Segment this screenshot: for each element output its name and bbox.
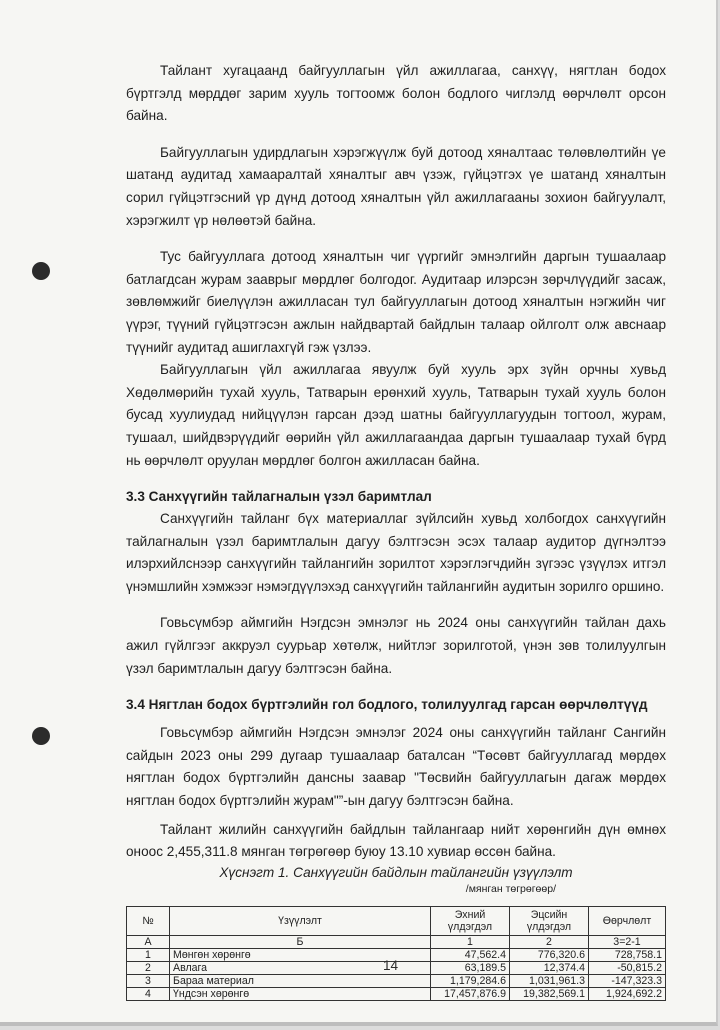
column-header: Эхний үлдэгдэл <box>431 906 510 935</box>
table-cell: -50,815.2 <box>589 961 666 974</box>
table-cell: 17,457,876.9 <box>431 987 510 1000</box>
table-cell: 1 <box>127 948 170 961</box>
table-cell: 12,374.4 <box>510 961 589 974</box>
table-cell: 1,924,692.2 <box>589 987 666 1000</box>
table-cell: 2 <box>510 935 589 948</box>
binder-hole <box>32 727 50 745</box>
paragraph: Тайлант жилийн санхүүгийн байдлын тайлангаар нийт хөрөнгийн дүн өмнөх оноос 2,455,311.8 мянган төгрөгөөр буюу 13.10 хувиар өссөн байна. <box>126 821 666 860</box>
column-header: Өөрчлөлт <box>589 906 666 935</box>
page-number: 14 <box>383 958 399 973</box>
table-cell: Үндсэн хөрөнгө <box>170 987 431 1000</box>
paragraph: Тус байгууллага дотоод хяналтын чиг үүргийг эмнэлгийн даргын тушаалаар батлагдсан журам зааврыг мөрдлөг болгодог. Аудитаар илэрсэн зөрчлүүдийг засаж, зөвлөмжийг биелүүлэн ажилласан тул байгууллагын дотоод хяналтын нэгжийн чиг үүрэг, түүний гүйцэтгэсэн ажлын найдвартай байдлын талаар ойлголт олж авснаар түүнийг аудитад ашиглахгүй гэж үзлээ. <box>126 249 666 355</box>
table-cell: 4 <box>127 987 170 1000</box>
paragraph: Тайлант хугацаанд байгууллагын үйл ажиллагаа, санхүү, нягтлан бодох бүртгэлд мөрддөг зарим хууль тогтоомж болон бодлого чиглэлд өөрчлөлт орсон байна. <box>126 63 666 124</box>
table-cell: 1,031,961.3 <box>510 974 589 987</box>
paragraph: Санхүүгийн тайланг бүх материаллаг зүйлсийн хувьд холбогдох санхүүгийн тайлагналын үзэл баримтлалын дагуу бэлтгэсэн эсэх талаар аудитор дүгнэлтээ илэрхийлснээр санхүүгийн тайлангийн зорилтот хэрэглэгчдийн зүгээс үзүүлэх итгэл үнэмшлийн хэмжээг нэмэгдүүлэхэд санхүүгийн тайлангийн аудитын зорилго оршино. <box>126 511 666 594</box>
paragraph: Говьсүмбэр аймгийн Нэгдсэн эмнэлэг 2024 оны санхүүгийн тайланг Сангийн сайдын 2023 оны 299 дугаар тушаалаар баталсан “Төсөвт байгууллагад мөрдөх нягтлан бодох бүртгэлийн дансны заавар "Төсвийн байгууллагын дагаж мөрдөх нягтлан бодох бүртгэлийн журам"”-ын дагуу бэлтгэсэн байна. <box>126 725 666 809</box>
column-header: № <box>127 906 170 935</box>
table-row <box>127 987 666 1000</box>
table-cell: 47,562.4 <box>431 948 510 961</box>
table-cell: А <box>127 935 170 948</box>
table-cell: 3=2-1 <box>589 935 666 948</box>
table-cell: 19,382,569.1 <box>510 987 589 1000</box>
table-cell: 1,179,284.6 <box>431 974 510 987</box>
page-content <box>126 60 666 1001</box>
table-row <box>127 974 666 987</box>
table-cell: 3 <box>127 974 170 987</box>
section-heading: 3.3 Санхүүгийн тайлагналын үзэл баримтлал <box>126 489 432 505</box>
paragraph: Байгууллагын үйл ажиллагаа явуулж буй хууль эрх зүйн орчны хувьд Хөдөлмөрийн тухай хууль, Татварын ерөнхий хууль, Татварын тухай хууль болон бусад хуулиудад нийцүүлэн гарсан дээд шатны байгууллагуудын тогтоол, журам, тушаал, шийдвэрүүдийг өөрийн үйл ажиллагаандаа даргын тушаалаар тухай бүрд нь өөрчлөлт оруулан мөрдлөг болгон ажилласан байна. <box>126 362 666 468</box>
table-cell: Бараа материал <box>170 974 431 987</box>
table-cell: 776,320.6 <box>510 948 589 961</box>
table-cell: 2 <box>127 961 170 974</box>
table-cell: -147,323.3 <box>589 974 666 987</box>
table-cell: 1 <box>431 935 510 948</box>
table-header-row <box>127 906 666 935</box>
table-unit: /мянган төгрөгөөр/ <box>465 882 556 895</box>
column-header: Үзүүлэлт <box>170 906 431 935</box>
table-cell: 63,189.5 <box>431 961 510 974</box>
column-header: Эцсийн үлдэгдэл <box>510 906 589 935</box>
table-cell: Авлага <box>170 961 431 974</box>
binder-hole <box>32 262 50 280</box>
table-cell: 728,758.1 <box>589 948 666 961</box>
financial-position-table <box>126 906 666 1001</box>
table-cell: Б <box>170 935 431 948</box>
section-heading: 3.4 Нягтлан бодох бүртгэлийн гол бодлого, толилуулгад гарсан өөрчлөлтүүд <box>126 697 648 713</box>
table-cell: Мөнгөн хөрөнгө <box>170 948 431 961</box>
table-caption: Хүснэгт 1. Санхүүгийн байдлын тайлангийн үзүүлэлт <box>219 864 573 880</box>
paragraph: Байгууллагын удирдлагын хэрэгжүүлж буй дотоод хяналтаас төлөвлөлтийн үе шатанд аудитад хамааралтай хяналтыг авч үзэж, гүйцэтгэх үе шатанд хяналтын сорил гүйцэтгэсний үр дүнд дотоод хяналтын үйл ажиллагааны зохион байгуулалт, хэрэгжилт үр нөлөөтэй байна. <box>126 144 666 228</box>
paragraph: Говьсүмбэр аймгийн Нэгдсэн эмнэлэг нь 2024 оны санхүүгийн тайлан дахь ажил гүйлгээг аккруэл суурьар хөтөлж, нийтлэг зорилготой, үнэн зөв толилуулгын үзэл баримтлалын дагуу бэлтгэсэн байна. <box>126 615 666 676</box>
table-code-row <box>127 935 666 948</box>
